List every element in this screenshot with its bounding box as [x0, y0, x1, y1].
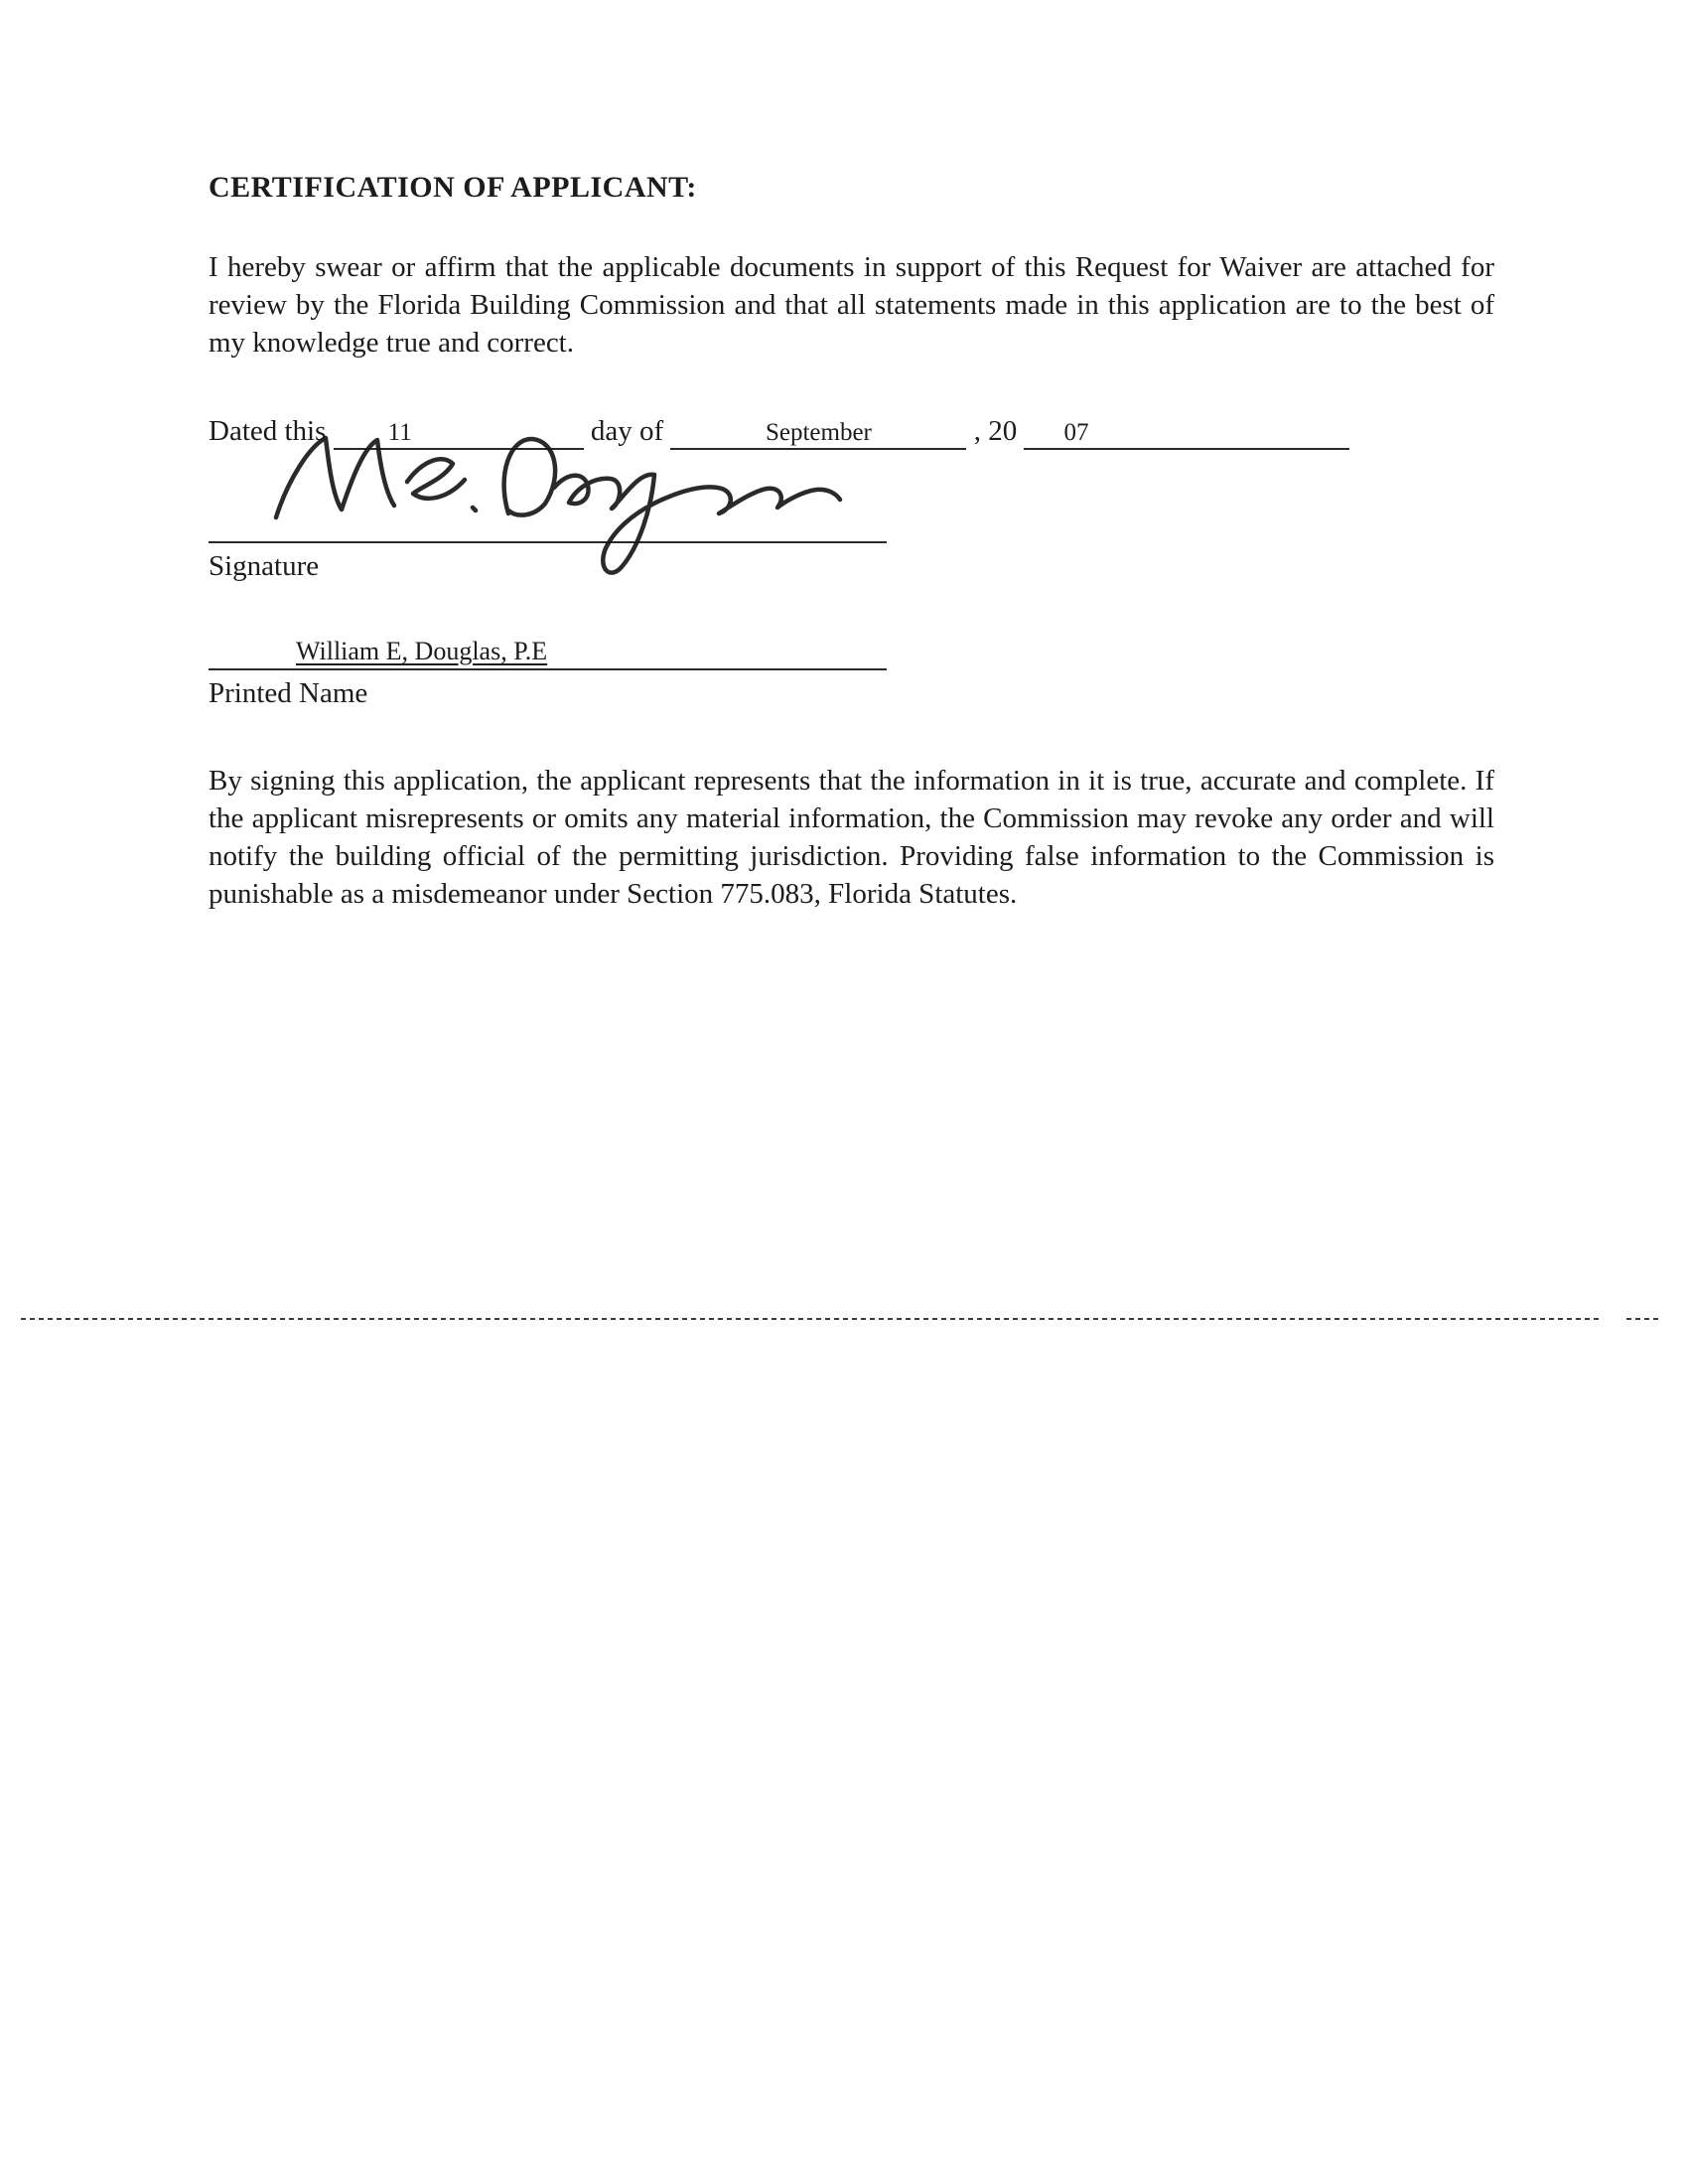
month-blank: September [670, 418, 966, 450]
document-title: CERTIFICATION OF APPLICANT: [209, 171, 697, 204]
printed-name-line [209, 637, 887, 670]
year-prefix: , 20 [973, 415, 1018, 447]
certification-paragraph: I hereby swear or affirm that the applicable documents in support of this Request for Waiver are attached for review by the Florida Building Commission and that all statements made in this application are to the best of my knowledge true and correct. [209, 251, 1494, 359]
dashed-separator-tail [1626, 1318, 1660, 1320]
dated-line-prefix: Dated this [209, 415, 327, 447]
printed-name-value: William E, Douglas, P.E [296, 637, 548, 665]
signature-label: Signature [209, 550, 320, 582]
document-content [209, 171, 1494, 913]
year-blank: 07 [1024, 418, 1349, 450]
printed-name-label: Printed Name [209, 677, 368, 709]
day-blank: 11 [334, 418, 584, 450]
dated-line-middle: day of [590, 415, 664, 447]
disclaimer-paragraph: By signing this application, the applicant represents that the information in it is true, accurate and complete. If the applicant misrepresents or omits any material information, the Commission may revoke any order and will notify the building official of the permitting jurisdiction. Providing false information to the Commission is punishable as a misdemeanor under Section 775.083, Florida Statutes. [209, 765, 1494, 910]
dashed-separator [21, 1318, 1599, 1320]
signature-line [209, 464, 887, 543]
dated-line [209, 415, 1494, 450]
